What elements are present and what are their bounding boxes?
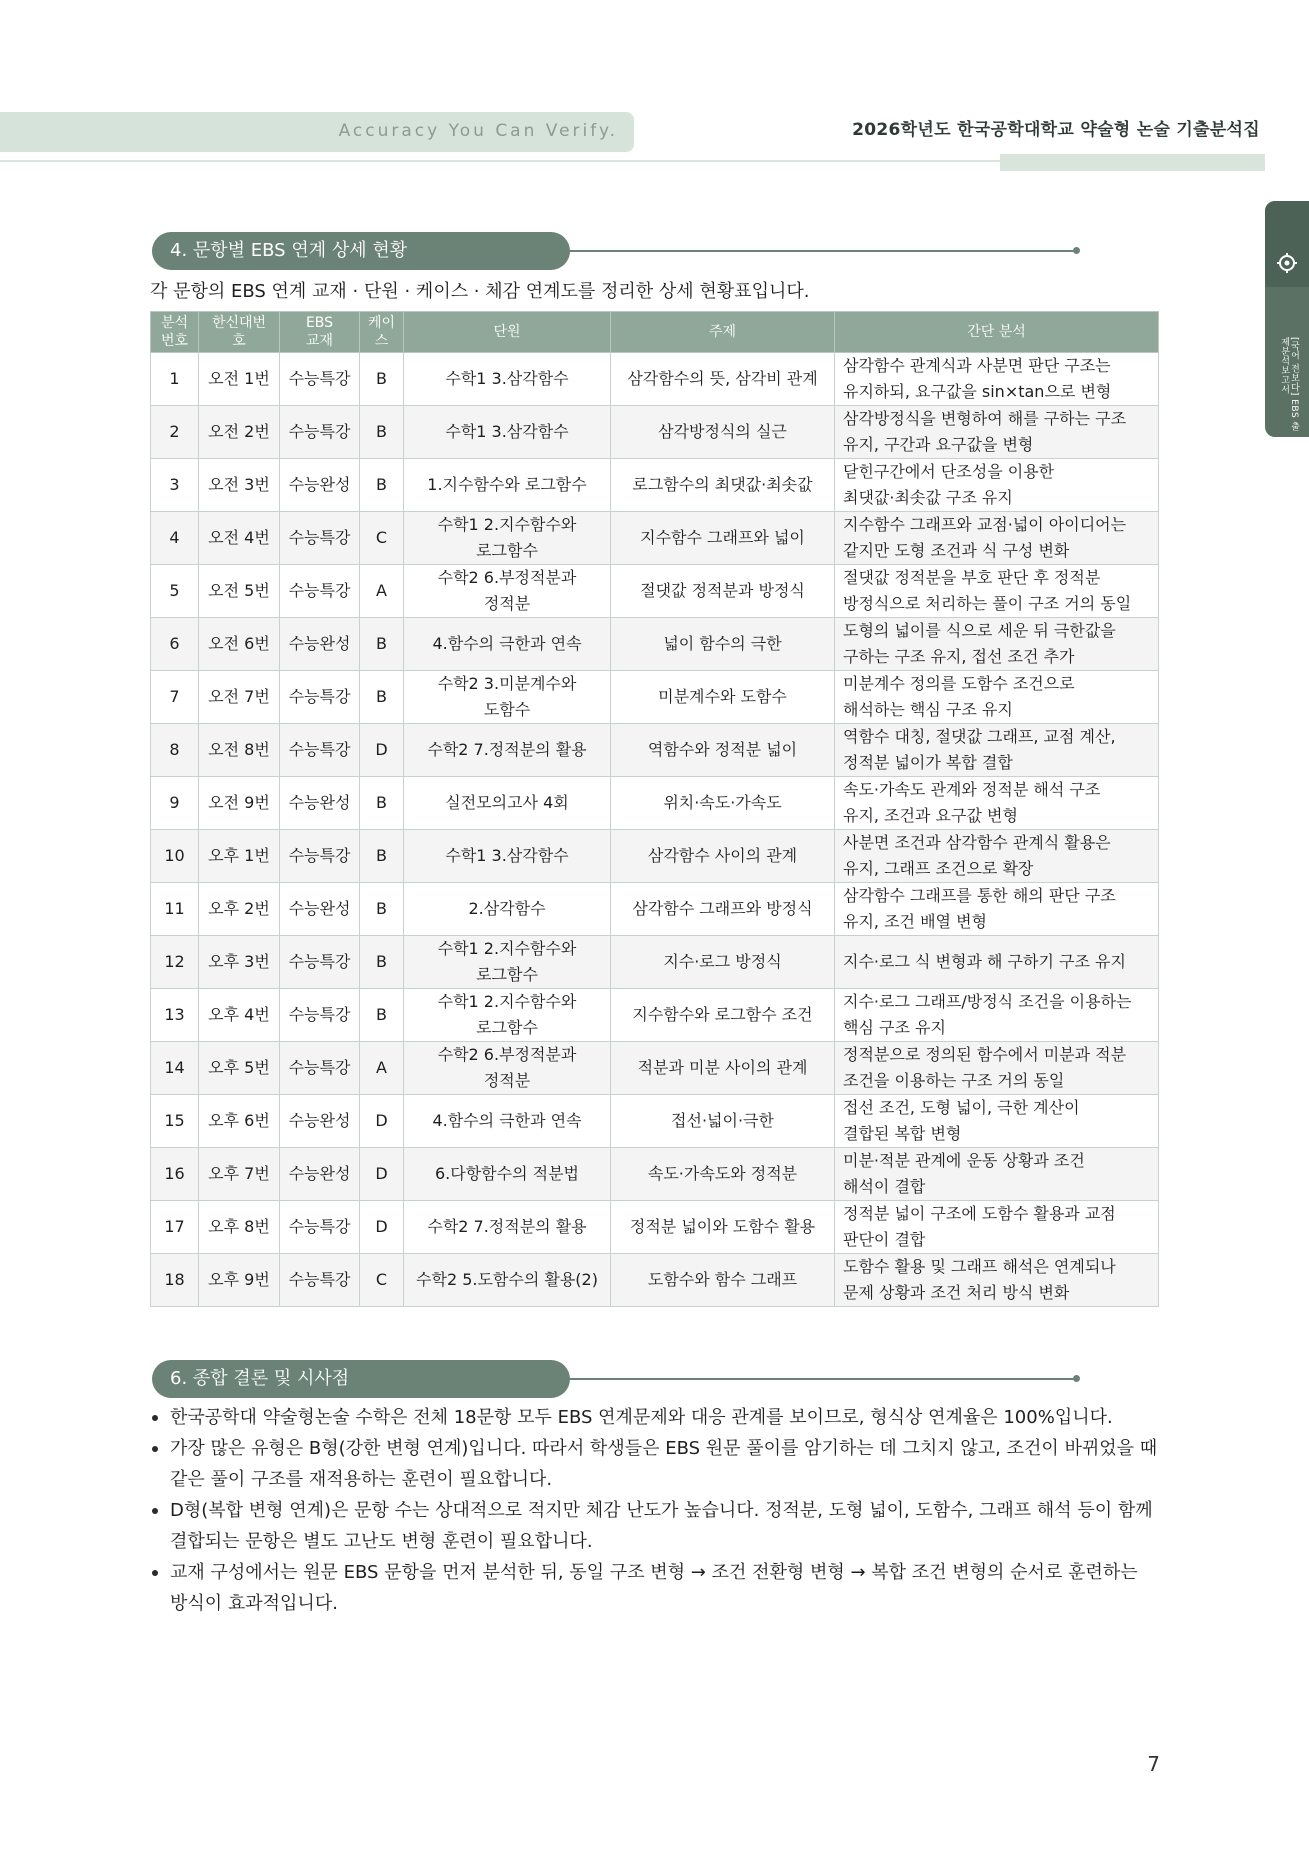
- table-row: [151, 618, 1159, 671]
- topic-cell: 지수함수와 로그함수 조건: [611, 989, 835, 1042]
- section6-rule: [568, 1378, 1076, 1380]
- exam-number-cell: 오후 3번: [199, 936, 280, 989]
- exam-number-cell: 오후 7번: [199, 1148, 280, 1201]
- unit-cell: 수학2 5.도함수의 활용(2): [404, 1254, 611, 1307]
- analysis-cell: 미분계수 정의를 도함수 조건으로 해석하는 핵심 구조 유지: [835, 671, 1159, 724]
- unit-cell: 수학1 3.삼각함수: [404, 830, 611, 883]
- row-number-cell: 17: [151, 1201, 199, 1254]
- row-number-cell: 13: [151, 989, 199, 1042]
- logo-icon: [1275, 251, 1299, 275]
- unit-cell: 수학2 6.부정적분과 정적분: [404, 565, 611, 618]
- case-cell: B: [360, 777, 404, 830]
- table-row: [151, 1254, 1159, 1307]
- side-tab-label: [국어 전보다] EBS 출제분석보고서: [1279, 337, 1299, 432]
- table-row: [151, 565, 1159, 618]
- table-row: [151, 724, 1159, 777]
- unit-cell: 1.지수함수와 로그함수: [404, 459, 611, 512]
- case-cell: D: [360, 1095, 404, 1148]
- ebs-book-cell: 수능특강: [280, 671, 360, 724]
- unit-cell: 수학2 3.미분계수와 도함수: [404, 671, 611, 724]
- case-cell: B: [360, 989, 404, 1042]
- table-body: [151, 353, 1159, 1307]
- unit-cell: 수학2 7.정적분의 활용: [404, 724, 611, 777]
- analysis-cell: 삼각함수 관계식과 사분면 판단 구조는 유지하되, 요구값을 sin×tan으로 변형: [835, 353, 1159, 406]
- analysis-cell: 지수·로그 그래프/방정식 조건을 이용하는 핵심 구조 유지: [835, 989, 1159, 1042]
- analysis-cell: 닫힌구간에서 단조성을 이용한 최댓값·최솟값 구조 유지: [835, 459, 1159, 512]
- ebs-book-cell: 수능특강: [280, 830, 360, 883]
- ebs-book-cell: 수능특강: [280, 1254, 360, 1307]
- topic-cell: 적분과 미분 사이의 관계: [611, 1042, 835, 1095]
- topic-cell: 위치·속도·가속도: [611, 777, 835, 830]
- topic-cell: 정적분 넓이와 도함수 활용: [611, 1201, 835, 1254]
- row-number-cell: 16: [151, 1148, 199, 1201]
- analysis-cell: 지수함수 그래프와 교점·넓이 아이디어는 같지만 도형 조건과 식 구성 변화: [835, 512, 1159, 565]
- ebs-book-cell: 수능특강: [280, 1201, 360, 1254]
- analysis-cell: 미분·적분 관계에 운동 상황과 조건 해석이 결합: [835, 1148, 1159, 1201]
- table-row: [151, 353, 1159, 406]
- topic-cell: 속도·가속도와 정적분: [611, 1148, 835, 1201]
- case-cell: B: [360, 353, 404, 406]
- exam-number-cell: 오후 4번: [199, 989, 280, 1042]
- table-header-cell: 주제: [611, 312, 835, 353]
- table-row: [151, 1095, 1159, 1148]
- ebs-book-cell: 수능특강: [280, 512, 360, 565]
- analysis-cell: 도함수 활용 및 그래프 해석은 연계되나 문제 상황과 조건 처리 방식 변화: [835, 1254, 1159, 1307]
- header-rule-block: [1000, 154, 1265, 171]
- exam-number-cell: 오후 8번: [199, 1201, 280, 1254]
- ebs-book-cell: 수능완성: [280, 1148, 360, 1201]
- analysis-cell: 사분면 조건과 삼각함수 관계식 활용은 유지, 그래프 조건으로 확장: [835, 830, 1159, 883]
- ebs-book-cell: 수능특강: [280, 724, 360, 777]
- topic-cell: 삼각방정식의 실근: [611, 406, 835, 459]
- exam-number-cell: 오전 5번: [199, 565, 280, 618]
- exam-number-cell: 오전 1번: [199, 353, 280, 406]
- table-row: [151, 936, 1159, 989]
- table-header-cell: 케이 스: [360, 312, 404, 353]
- topic-cell: 지수함수 그래프와 넓이: [611, 512, 835, 565]
- table-header-cell: 간단 분석: [835, 312, 1159, 353]
- unit-cell: 수학1 3.삼각함수: [404, 353, 611, 406]
- conclusion-item: 한국공학대 약술형논술 수학은 전체 18문항 모두 EBS 연계문제와 대응 관계를 보이므로, 형식상 연계율은 100%입니다.: [150, 1402, 1160, 1433]
- section4-rule-dot: [1073, 247, 1080, 254]
- table-row: [151, 459, 1159, 512]
- unit-cell: 수학1 3.삼각함수: [404, 406, 611, 459]
- topic-cell: 삼각함수 사이의 관계: [611, 830, 835, 883]
- unit-cell: 수학2 7.정적분의 활용: [404, 1201, 611, 1254]
- table-row: [151, 406, 1159, 459]
- exam-number-cell: 오후 5번: [199, 1042, 280, 1095]
- analysis-cell: 접선 조건, 도형 넓이, 극한 계산이 결합된 복합 변형: [835, 1095, 1159, 1148]
- case-cell: A: [360, 1042, 404, 1095]
- ebs-book-cell: 수능특강: [280, 406, 360, 459]
- row-number-cell: 14: [151, 1042, 199, 1095]
- table-row: [151, 1148, 1159, 1201]
- exam-number-cell: 오전 7번: [199, 671, 280, 724]
- exam-number-cell: 오전 9번: [199, 777, 280, 830]
- exam-number-cell: 오전 3번: [199, 459, 280, 512]
- row-number-cell: 1: [151, 353, 199, 406]
- case-cell: B: [360, 936, 404, 989]
- analysis-cell: 정적분으로 정의된 함수에서 미분과 적분 조건을 이용하는 구조 거의 동일: [835, 1042, 1159, 1095]
- table-row: [151, 989, 1159, 1042]
- analysis-cell: 속도·가속도 관계와 정적분 해석 구조 유지, 조건과 요구값 변형: [835, 777, 1159, 830]
- topic-cell: 로그함수의 최댓값·최솟값: [611, 459, 835, 512]
- table-row: [151, 777, 1159, 830]
- header-tagline: Accuracy You Can Verify.: [338, 121, 618, 141]
- table-row: [151, 1042, 1159, 1095]
- conclusion-item: 가장 많은 유형은 B형(강한 변형 연계)입니다. 따라서 학생들은 EBS 원문 풀이를 암기하는 데 그치지 않고, 조건이 바뀌었을 때 같은 풀이 구조를 재적용하는 훈련이 필요합니다.: [150, 1433, 1160, 1495]
- unit-cell: 4.함수의 극한과 연속: [404, 1095, 611, 1148]
- section4-intro: 각 문항의 EBS 연계 교재 · 단원 · 케이스 · 체감 연계도를 정리한 상세 현황표입니다.: [150, 281, 810, 302]
- unit-cell: 4.함수의 극한과 연속: [404, 618, 611, 671]
- row-number-cell: 10: [151, 830, 199, 883]
- ebs-book-cell: 수능특강: [280, 989, 360, 1042]
- row-number-cell: 8: [151, 724, 199, 777]
- case-cell: C: [360, 512, 404, 565]
- topic-cell: 삼각함수 그래프와 방정식: [611, 883, 835, 936]
- exam-number-cell: 오후 9번: [199, 1254, 280, 1307]
- unit-cell: 수학2 6.부정적분과 정적분: [404, 1042, 611, 1095]
- ebs-link-table: [150, 311, 1159, 1307]
- table-row: [151, 1201, 1159, 1254]
- unit-cell: 2.삼각함수: [404, 883, 611, 936]
- section6-rule-dot: [1073, 1375, 1080, 1382]
- conclusion-item: 교재 구성에서는 원문 EBS 문항을 먼저 분석한 뒤, 동일 구조 변형 → 조건 전환형 변형 → 복합 조건 변형의 순서로 훈련하는 방식이 효과적입니다.: [150, 1557, 1160, 1619]
- table-header-cell: 분석 번호: [151, 312, 199, 353]
- row-number-cell: 6: [151, 618, 199, 671]
- ebs-book-cell: 수능특강: [280, 353, 360, 406]
- side-tab[interactable]: [1265, 201, 1309, 437]
- section6-title: 6. 종합 결론 및 시사점: [152, 1360, 570, 1398]
- table-header-row: [151, 312, 1159, 353]
- section4-rule: [568, 250, 1076, 252]
- page-number: 7: [1147, 1752, 1160, 1776]
- case-cell: B: [360, 883, 404, 936]
- analysis-cell: 절댓값 정적분을 부호 판단 후 정적분 방정식으로 처리하는 풀이 구조 거의 동일: [835, 565, 1159, 618]
- row-number-cell: 3: [151, 459, 199, 512]
- table-row: [151, 883, 1159, 936]
- exam-number-cell: 오후 1번: [199, 830, 280, 883]
- unit-cell: 수학1 2.지수함수와 로그함수: [404, 989, 611, 1042]
- ebs-book-cell: 수능특강: [280, 565, 360, 618]
- row-number-cell: 5: [151, 565, 199, 618]
- analysis-cell: 지수·로그 식 변형과 해 구하기 구조 유지: [835, 936, 1159, 989]
- analysis-cell: 정적분 넓이 구조에 도함수 활용과 교점 판단이 결합: [835, 1201, 1159, 1254]
- conclusion-item: D형(복합 변형 연계)은 문항 수는 상대적으로 적지만 체감 난도가 높습니다. 정적분, 도형 넓이, 도함수, 그래프 해석 등이 함께 결합되는 문항은 별도 고난도 변형 훈련이 필요합니다.: [150, 1495, 1160, 1557]
- row-number-cell: 4: [151, 512, 199, 565]
- ebs-book-cell: 수능특강: [280, 1042, 360, 1095]
- section4-title: 4. 문항별 EBS 연계 상세 현황: [152, 232, 570, 270]
- ebs-book-cell: 수능완성: [280, 1095, 360, 1148]
- exam-number-cell: 오전 6번: [199, 618, 280, 671]
- ebs-book-cell: 수능완성: [280, 777, 360, 830]
- topic-cell: 지수·로그 방정식: [611, 936, 835, 989]
- row-number-cell: 18: [151, 1254, 199, 1307]
- table-header-cell: EBS 교재: [280, 312, 360, 353]
- case-cell: D: [360, 1148, 404, 1201]
- analysis-cell: 삼각함수 그래프를 통한 해의 판단 구조 유지, 조건 배열 변형: [835, 883, 1159, 936]
- case-cell: D: [360, 1201, 404, 1254]
- table-header-cell: 단원: [404, 312, 611, 353]
- topic-cell: 접선·넓이·극한: [611, 1095, 835, 1148]
- case-cell: B: [360, 671, 404, 724]
- topic-cell: 넓이 함수의 극한: [611, 618, 835, 671]
- exam-number-cell: 오전 8번: [199, 724, 280, 777]
- table-row: [151, 830, 1159, 883]
- case-cell: D: [360, 724, 404, 777]
- ebs-book-cell: 수능완성: [280, 459, 360, 512]
- row-number-cell: 7: [151, 671, 199, 724]
- unit-cell: 수학1 2.지수함수와 로그함수: [404, 936, 611, 989]
- row-number-cell: 11: [151, 883, 199, 936]
- topic-cell: 삼각함수의 뜻, 삼각비 관계: [611, 353, 835, 406]
- topic-cell: 절댓값 정적분과 방정식: [611, 565, 835, 618]
- analysis-cell: 삼각방정식을 변형하여 해를 구하는 구조 유지, 구간과 요구값을 변형: [835, 406, 1159, 459]
- case-cell: B: [360, 406, 404, 459]
- header-title: 2026학년도 한국공학대학교 약술형 논술 기출분석집: [852, 120, 1260, 140]
- topic-cell: 도함수와 함수 그래프: [611, 1254, 835, 1307]
- table-header-cell: 한신대번 호: [199, 312, 280, 353]
- row-number-cell: 2: [151, 406, 199, 459]
- case-cell: B: [360, 459, 404, 512]
- analysis-cell: 도형의 넓이를 식으로 세운 뒤 극한값을 구하는 구조 유지, 접선 조건 추가: [835, 618, 1159, 671]
- ebs-book-cell: 수능완성: [280, 883, 360, 936]
- ebs-book-cell: 수능특강: [280, 936, 360, 989]
- row-number-cell: 15: [151, 1095, 199, 1148]
- table-row: [151, 671, 1159, 724]
- case-cell: C: [360, 1254, 404, 1307]
- case-cell: B: [360, 618, 404, 671]
- case-cell: A: [360, 565, 404, 618]
- exam-number-cell: 오후 2번: [199, 883, 280, 936]
- unit-cell: 수학1 2.지수함수와 로그함수: [404, 512, 611, 565]
- topic-cell: 미분계수와 도함수: [611, 671, 835, 724]
- topic-cell: 역함수와 정적분 넓이: [611, 724, 835, 777]
- exam-number-cell: 오전 2번: [199, 406, 280, 459]
- ebs-book-cell: 수능완성: [280, 618, 360, 671]
- conclusion-list: [150, 1402, 1160, 1619]
- analysis-cell: 역함수 대칭, 절댓값 그래프, 교점 계산, 정적분 넓이가 복합 결합: [835, 724, 1159, 777]
- exam-number-cell: 오후 6번: [199, 1095, 280, 1148]
- case-cell: B: [360, 830, 404, 883]
- unit-cell: 6.다항함수의 적분법: [404, 1148, 611, 1201]
- unit-cell: 실전모의고사 4회: [404, 777, 611, 830]
- row-number-cell: 9: [151, 777, 199, 830]
- row-number-cell: 12: [151, 936, 199, 989]
- table-row: [151, 512, 1159, 565]
- exam-number-cell: 오전 4번: [199, 512, 280, 565]
